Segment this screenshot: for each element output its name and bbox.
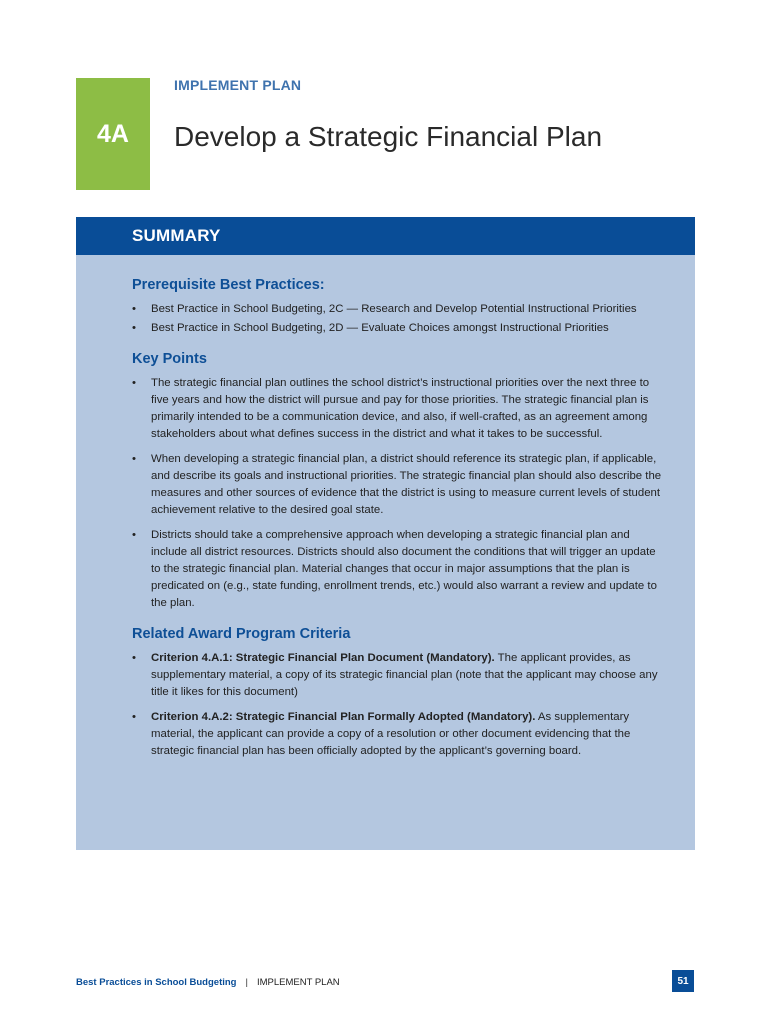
summary-body xyxy=(76,255,695,760)
list-item: • Best Practice in School Budgeting, 2D — Evaluate Choices amongst Instructional Priorities xyxy=(132,320,665,337)
footer-separator: | xyxy=(245,977,248,988)
criteria-section xyxy=(132,626,665,760)
prerequisites-section xyxy=(132,277,665,337)
key-points-heading: Key Points xyxy=(132,351,207,367)
criteria-heading: Related Award Program Criteria xyxy=(132,626,351,642)
prerequisites-heading: Prerequisite Best Practices: xyxy=(132,277,325,293)
list-item: • Districts should take a comprehensive approach when developing a strategic financial plan and include all district resources. Districts should also document the conditions that will trigger an update to the strategic financial plan. Material changes that occur in major assumptions that the plan is predicated on (e.g., state funding, enrollment trends, etc.) would also warrant a review and update to the plan. xyxy=(132,527,665,612)
criterion-text: The applicant provides, as supplementary material, a copy of its strategic financial plan (note that the applicant may choose any title it likes for this document) xyxy=(151,652,658,698)
prerequisites-list xyxy=(132,301,665,337)
section-badge: 4A xyxy=(76,78,150,190)
criterion-text: As supplementary material, the applicant can provide a copy of a resolution or other document evidencing that the strategic financial plan has been officially adopted by the applicant’s governing board. xyxy=(151,711,631,757)
summary-heading: SUMMARY xyxy=(76,217,695,255)
list-item xyxy=(132,709,665,760)
section-label: IMPLEMENT PLAN xyxy=(174,77,302,93)
list-item: • The strategic financial plan outlines the school district’s instructional priorities over the next three to five years and how the district will pursue and pay for those priorities. The strategic financial plan is primarily intended to be a communication device, and also, if well-crafted, as an agreement among stakeholders about what defines success in the district and what it takes to be successful. xyxy=(132,375,665,443)
summary-panel xyxy=(76,217,695,850)
page-title: Develop a Strategic Financial Plan xyxy=(174,121,603,152)
list-item: • Best Practice in School Budgeting, 2C — Research and Develop Potential Instructional Priorities xyxy=(132,301,665,318)
criteria-list xyxy=(132,650,665,760)
page-number: 51 xyxy=(672,970,694,992)
list-item: • When developing a strategic financial plan, a district should reference its strategic plan, if applicable, and describe its goals and instructional priorities. The strategic financial plan should also describe the measures and other sources of evidence that the district is using to measure current levels of student achievement relative to the desired goal state. xyxy=(132,451,665,519)
key-points-section xyxy=(132,351,665,612)
footer-section: IMPLEMENT PLAN xyxy=(256,977,340,988)
list-item xyxy=(132,650,665,701)
criterion-title: Criterion 4.A.2: Strategic Financial Plan Formally Adopted (Mandatory). xyxy=(151,711,536,723)
footer-book-title: Best Practices in School Budgeting xyxy=(76,977,237,988)
page-footer xyxy=(76,977,340,988)
criterion-title: Criterion 4.A.1: Strategic Financial Plan Document (Mandatory). xyxy=(151,652,495,664)
key-points-list xyxy=(132,375,665,612)
